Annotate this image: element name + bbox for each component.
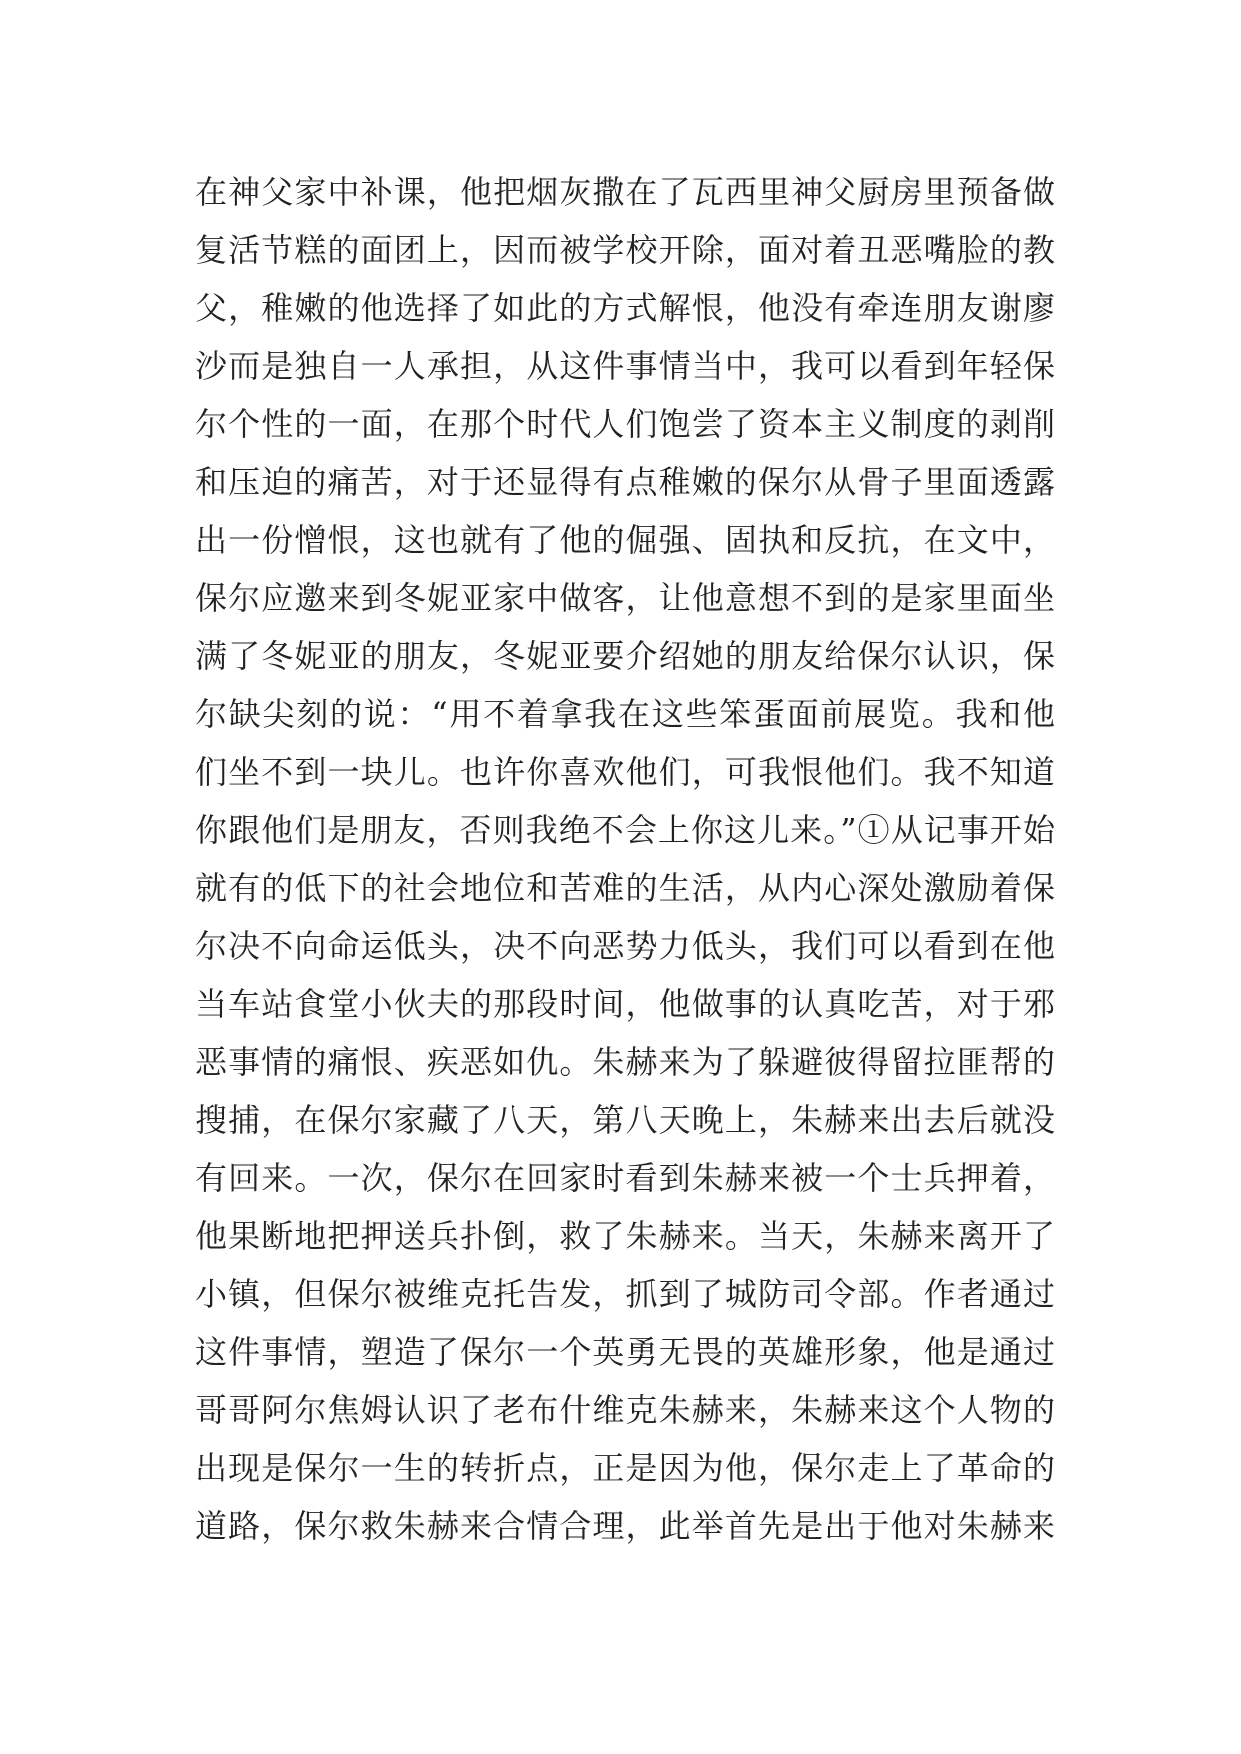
text-line: 这件事情，塑造了保尔一个英勇无畏的英雄形象，他是通过 (195, 1333, 1055, 1371)
text-line: 小镇，但保尔被维克托告发，抓到了城防司令部。作者通过 (195, 1275, 1055, 1313)
text-line: 和压迫的痛苦，对于还显得有点稚嫩的保尔从骨子里面透露 (195, 463, 1055, 501)
text-line: 道路，保尔救朱赫来合情合理，此举首先是出于他对朱赫来 (195, 1507, 1055, 1545)
text-line: 尔缺尖刻的说：“用不着拿我在这些笨蛋面前展览。我和他 (195, 695, 1055, 733)
text-line: 当车站食堂小伙夫的那段时间，他做事的认真吃苦，对于邪 (195, 985, 1055, 1023)
text-line: 们坐不到一块儿。也许你喜欢他们，可我恨他们。我不知道 (195, 753, 1055, 791)
text-line: 保尔应邀来到冬妮亚家中做客，让他意想不到的是家里面坐 (195, 579, 1055, 617)
text-line: 哥哥阿尔焦姆认识了老布什维克朱赫来，朱赫来这个人物的 (195, 1391, 1055, 1429)
text-line: 就有的低下的社会地位和苦难的生活，从内心深处激励着保 (195, 869, 1055, 907)
text-line: 沙而是独自一人承担，从这件事情当中，我可以看到年轻保 (195, 347, 1055, 385)
text-line: 出一份憎恨，这也就有了他的倔强、固执和反抗，在文中， (195, 521, 1055, 559)
text-line: 他果断地把押送兵扑倒，救了朱赫来。当天，朱赫来离开了 (195, 1217, 1055, 1255)
body-text (195, 163, 1055, 1555)
text-line: 出现是保尔一生的转折点，正是因为他，保尔走上了革命的 (195, 1449, 1055, 1487)
text-line: 满了冬妮亚的朋友，冬妮亚要介绍她的朋友给保尔认识，保 (195, 637, 1055, 675)
text-line: 你跟他们是朋友，否则我绝不会上你这儿来。”①从记事开始 (195, 811, 1055, 849)
text-line: 尔个性的一面，在那个时代人们饱尝了资本主义制度的剥削 (195, 405, 1055, 443)
text-line: 尔决不向命运低头，决不向恶势力低头，我们可以看到在他 (195, 927, 1055, 965)
text-line: 搜捕，在保尔家藏了八天，第八天晚上，朱赫来出去后就没 (195, 1101, 1055, 1139)
text-line: 在神父家中补课，他把烟灰撒在了瓦西里神父厨房里预备做 (195, 173, 1055, 211)
text-line: 有回来。一次，保尔在回家时看到朱赫来被一个士兵押着， (195, 1159, 1055, 1197)
text-line: 复活节糕的面团上，因而被学校开除，面对着丑恶嘴脸的教 (195, 231, 1055, 269)
text-line: 恶事情的痛恨、疾恶如仇。朱赫来为了躲避彼得留拉匪帮的 (195, 1043, 1055, 1081)
text-line: 父，稚嫩的他选择了如此的方式解恨，他没有牵连朋友谢廖 (195, 289, 1055, 327)
